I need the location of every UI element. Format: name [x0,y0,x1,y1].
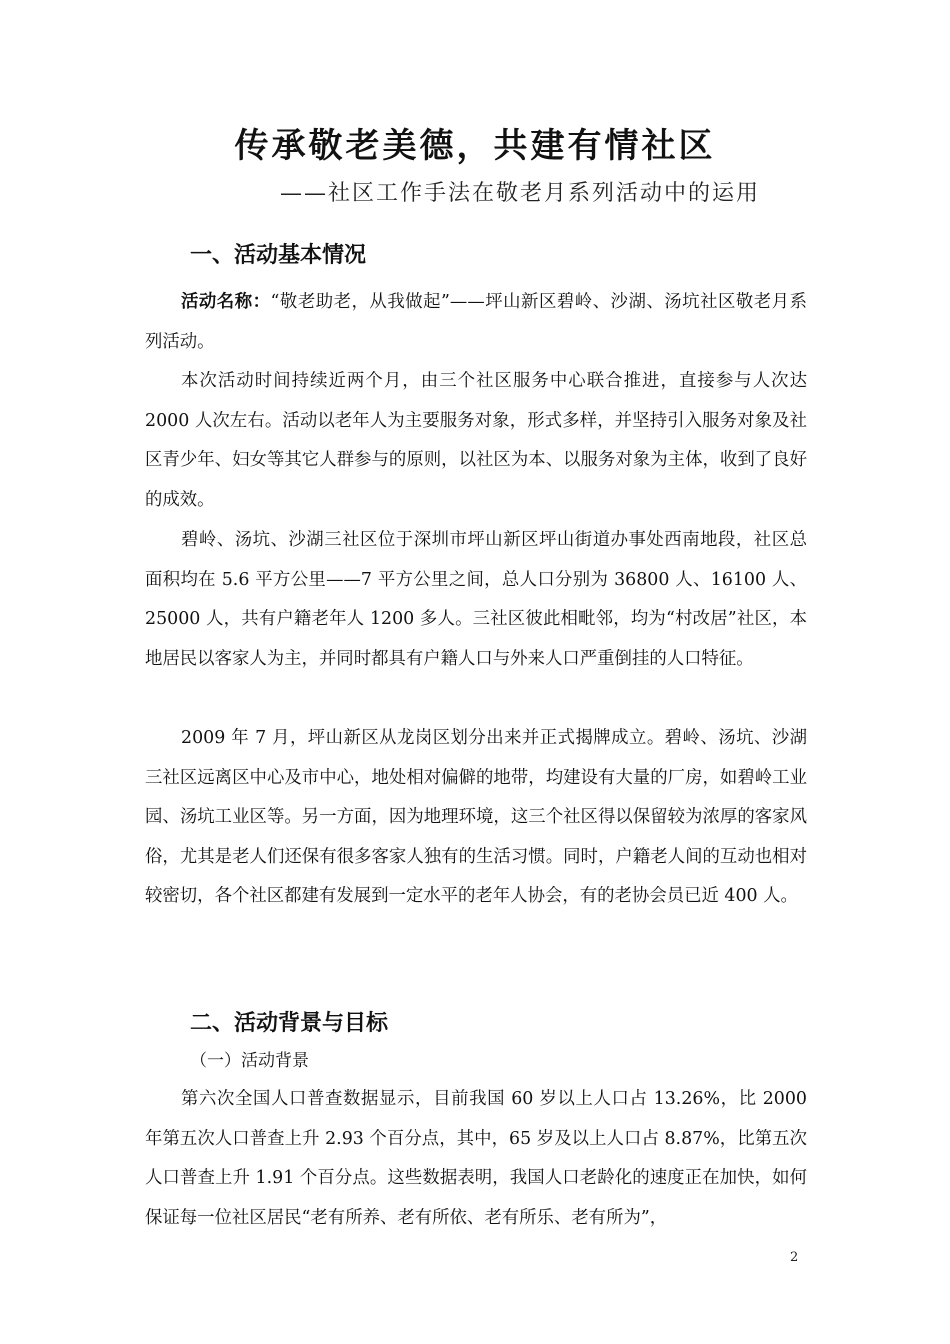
section-heading-1: 一、活动基本情况 [190,243,367,268]
document-title: 传承敬老美德，共建有情社区 [234,126,716,166]
paragraph-4: 2009 年 7 月，坪山新区从龙岗区划分出来并正式揭牌成立。碧岭、汤坑、沙湖三社区远离区中心及市中心，地处相对偏僻的地带，均建设有大量的厂房，如碧岭工业园、汤坑工业区等。另一方面，因为地理环境，这三个社区得以保留较为浓厚的客家风俗，尤其是老人们还保有很多客家人独有的生活习惯。同时，户籍老人间的互动也相对较密切，各个社区都建有发展到一定水平的老年人协会，有的老协会员已近 400 人。 [145,728,807,906]
subsection-heading-1: （一）活动背景 [190,1051,309,1071]
activity-name-label: 活动名称： [181,292,271,312]
paragraph-activity-name [145,283,807,362]
paragraph-5: 第六次全国人口普查数据显示，目前我国 60 岁以上人口占 13.26%，比 2000 年第五次人口普查上升 2.93 个百分点，其中，65 岁及以上人口占 8.87%，比第五次人口普查上升 1.91 个百分点。这些数据表明，我国人口老龄化的速度正在加快，如何保证每一位社区居民“老有所养、老有所依、老有所乐、老有所为”， [145,1089,807,1228]
section-heading-2: 二、活动背景与目标 [190,1011,389,1036]
document-subtitle: ——社区工作手法在敬老月系列活动中的运用 [280,181,761,206]
activity-name-text: “敬老助老，从我做起”——坪山新区碧岭、沙湖、汤坑社区敬老月系列活动。 [145,292,807,352]
paragraph-2: 本次活动时间持续近两个月，由三个社区服务中心联合推进，直接参与人次达 2000 人次左右。活动以老年人为主要服务对象，形式多样，并坚持引入服务对象及社区青少年、妇女等其它人群参与的原则，以社区为本、以服务对象为主体，收到了良好的成效。 [145,371,807,510]
page-number: 2 [790,1250,799,1265]
paragraph-3: 碧岭、汤坑、沙湖三社区位于深圳市坪山新区坪山街道办事处西南地段，社区总面积均在 5.6 平方公里——7 平方公里之间，总人口分别为 36800 人、16100 人、25000 人，共有户籍老年人 1200 多人。三社区彼此相毗邻，均为“村改居”社区，本地居民以客家人为主，并同时都具有户籍人口与外来人口严重倒挂的人口特征。 [145,530,807,669]
